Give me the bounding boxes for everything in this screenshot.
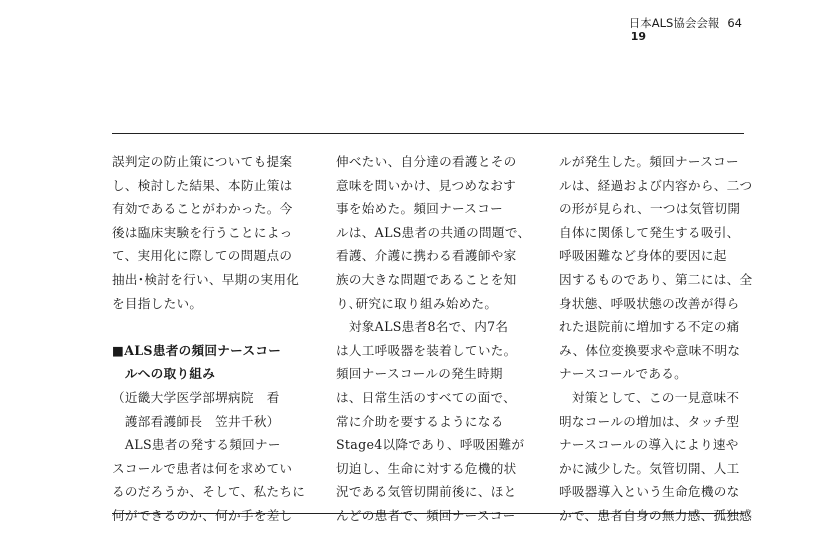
text-line: 因するものであり、第二には、全: [559, 271, 753, 287]
text-line: るのだろうか、そして、私たちに: [112, 484, 306, 500]
text-line: 身状態、呼吸状態の改善が得ら: [559, 295, 740, 311]
text-line: 切迫し、生命に対する危機的状: [336, 460, 517, 476]
text-line: ルが発生した。頻回ナースコー: [559, 154, 739, 169]
text-line: 何ができるのか、何か手を差し: [112, 507, 293, 523]
text-line: ナースコールである。: [559, 366, 688, 382]
text-line: 自体に関係して発生する吸引、: [559, 224, 740, 240]
column-3: [559, 150, 753, 528]
text-line: 事を始めた。頻回ナースコー: [336, 201, 503, 217]
section-heading-line: ■ALS患者の頻回ナースコー: [112, 342, 282, 358]
text-line: 族の大きな問題であることを知: [336, 271, 517, 287]
text-line: し、検討した結果、本防止策は: [112, 177, 293, 193]
text-line: み、体位変換要求や意味不明な: [559, 342, 741, 358]
text-line: り､研究に取り組み始めた。: [336, 295, 498, 311]
text-line: 況である気管切開前後に、ほと: [336, 484, 517, 500]
journal-title: 日本ALS協会会報: [628, 16, 720, 30]
issue-number: 19: [630, 30, 647, 43]
text-line: ナースコールの導入により速や: [559, 437, 739, 453]
text-line: 明なコールの増加は、タッチ型: [559, 413, 740, 429]
text-line: かで、患者自身の無力感、孤独感: [559, 507, 753, 523]
text-line: Stage4以降であり、呼吸困難が: [336, 437, 525, 453]
text-line: て、実用化に際しての問題点の: [112, 248, 293, 264]
text-line: 看護、介護に携わる看護師や家: [336, 248, 517, 264]
text-line: は、日常生活のすべての面で、: [336, 389, 517, 405]
text-line: 意味を問いかけ、見つめなおす: [336, 177, 517, 193]
text-line: 護部看護師長 笠井千秋）: [112, 413, 280, 429]
top-rule: [112, 133, 744, 134]
text-line: 伸べたい、自分達の看護とその: [336, 154, 517, 169]
text-line: ALS患者の発する頻回ナー: [112, 437, 281, 453]
text-line: んどの患者で、頻回ナースコー: [336, 507, 516, 523]
text-line: かに減少した。気管切開、人工: [559, 460, 740, 476]
page-header: [629, 16, 742, 44]
paragraph-gap: [112, 315, 300, 339]
page-number: 64: [727, 16, 742, 30]
text-line: スコールで患者は何を求めてい: [112, 460, 293, 476]
section-heading-line: ルへの取り組み: [112, 366, 216, 382]
bottom-rule: [112, 513, 744, 514]
column-1: [112, 150, 306, 528]
text-line: の形が見られ、一つは気管切開: [559, 201, 741, 217]
text-line: 後は臨床実験を行うことによっ: [112, 224, 293, 240]
text-line: 対象ALS患者8名で、内7名: [336, 319, 509, 335]
text-line: 抽出･検討を行い、早期の実用化: [112, 271, 300, 287]
text-line: は人工呼吸器を装着していた。: [336, 342, 517, 358]
text-line: を目指したい。: [112, 295, 203, 311]
text-line: 対策として、この一見意味不: [559, 389, 740, 405]
text-line: 頻回ナースコールの発生時期: [336, 366, 503, 382]
text-line: （近畿大学医学部堺病院 看: [112, 389, 280, 405]
text-line: れた退院前に増加する不定の痛: [559, 319, 740, 335]
text-line: 有効であることがわかった。今: [112, 201, 293, 217]
text-line: 呼吸器導入という生命危機のな: [559, 484, 740, 500]
text-line: ルは、ALS患者の共通の問題で、: [336, 224, 531, 240]
text-line: 呼吸困難など身体的要因に起: [559, 248, 727, 264]
text-line: 常に介助を要するようになる: [336, 413, 504, 429]
column-2: [336, 150, 531, 528]
text-line: ルは、経過および内容から、二つ: [559, 177, 753, 193]
text-line: 誤判定の防止策についても提案: [112, 154, 293, 169]
